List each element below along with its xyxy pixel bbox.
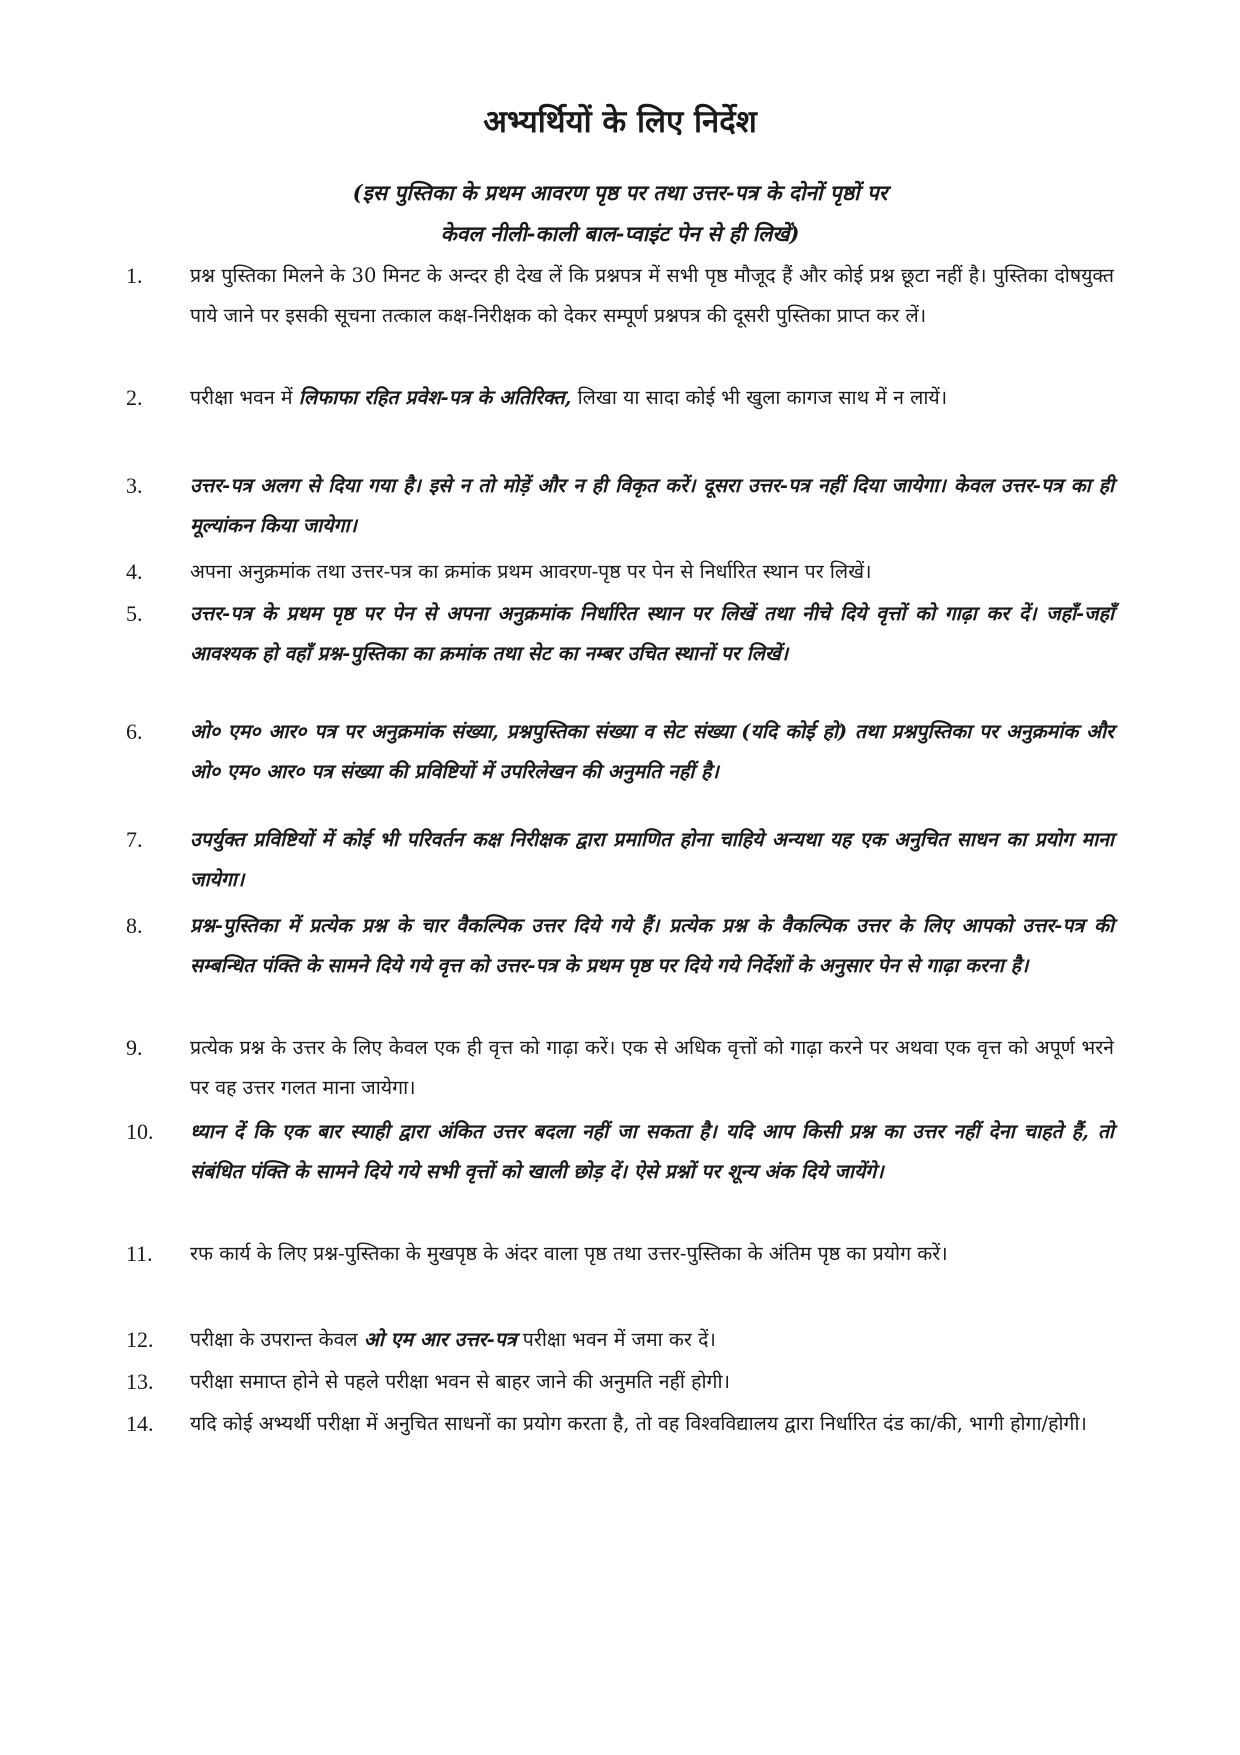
instruction-number: 14. (126, 1411, 154, 1436)
instruction-segment-emphasis: ओ एम आर उत्तर-पत्र (363, 1328, 517, 1351)
instruction-segment: परीक्षा समाप्त होने से पहले परीक्षा भवन से बाहर जाने की अनुमति नहीं होगी। (190, 1370, 730, 1393)
instruction-number: 9. (126, 1035, 143, 1060)
instruction-number: 10. (126, 1119, 154, 1144)
instruction-segment: उपर्युक्त प्रविष्टियों में कोई भी परिवर्तन कक्ष निरीक्षक द्वारा प्रमाणित होना चाहिये अन्यथा यह एक अनुचित साधन का प्रयोग माना जायेगा। (190, 828, 1114, 891)
instruction-text (190, 552, 1114, 592)
subtitle-line-2: केवल नीली-काली बाल-प्वाइंट पेन से ही लिखें) (440, 221, 800, 246)
page-subtitle (0, 172, 1240, 254)
instruction-segment: लिखा या सादा कोई भी खुला कागज साथ में न लायें। (571, 386, 948, 409)
instruction-segment: परीक्षा के उपरान्त केवल (190, 1328, 364, 1351)
instruction-segment: यदि कोई अभ्यर्थी परीक्षा में अनुचित साधनों का प्रयोग करता है, तो वह विश्वविद्यालय द्वारा निर्धारित दंड का/की, भागी होगा/होगी। (190, 1412, 1087, 1435)
instruction-segment: परीक्षा भवन में जमा कर दें। (516, 1328, 716, 1351)
instruction-number: 12. (126, 1327, 154, 1352)
instruction-segment: प्रत्येक प्रश्न के उत्तर के लिए केवल एक ही वृत्त को गाढ़ा करें। एक से अधिक वृत्तों को गाढ़ा करने पर अथवा एक वृत्त को अपूर्ण भरने पर वह उत्तर गलत माना जायेगा। (190, 1036, 1114, 1099)
instruction-segment: रफ कार्य के लिए प्रश्न-पुस्तिका के मुखपृष्ठ के अंदर वाला पृष्ठ तथा उत्तर-पुस्तिका के अंतिम पृष्ठ का प्रयोग करें। (190, 1242, 948, 1265)
instruction-number: 13. (126, 1369, 154, 1394)
instruction-text (190, 1320, 1114, 1360)
instruction-text (190, 256, 1114, 336)
instruction-number: 4. (126, 559, 143, 584)
instruction-number: 3. (126, 473, 143, 498)
instruction-text (190, 820, 1114, 900)
instruction-number: 8. (126, 913, 143, 938)
instruction-text (190, 1362, 1114, 1402)
instruction-segment: उत्तर-पत्र अलग से दिया गया है। इसे न तो मोड़ें और न ही विकृत करें। दूसरा उत्तर-पत्र नहीं दिया जायेगा। केवल उत्तर-पत्र का ही मूल्यांकन किया जायेगा। (190, 474, 1114, 537)
instruction-number: 5. (126, 601, 143, 626)
instruction-text (190, 466, 1114, 546)
instruction-text (190, 1404, 1114, 1444)
instruction-segment-emphasis: लिफाफा रहित प्रवेश-पत्र के अतिरिक्त, (298, 386, 572, 409)
page-title: अभ्यर्थियों के लिए निर्देश (483, 104, 757, 140)
instruction-segment: ध्यान दें कि एक बार स्याही द्वारा अंकित उत्तर बदला नहीं जा सकता है। यदि आप किसी प्रश्न का उत्तर नहीं देना चाहते हैं, तो संबंधित पंक्ति के सामने दिये गये सभी वृत्तों को खाली छोड़ दें। ऐसे प्रश्नों पर शून्य अंक दिये जायेंगे। (190, 1120, 1114, 1183)
instruction-text (190, 712, 1114, 792)
instruction-text (190, 1112, 1114, 1192)
instruction-segment: परीक्षा भवन में (190, 386, 299, 409)
instruction-text (190, 1028, 1114, 1108)
instruction-number: 6. (126, 719, 143, 744)
instruction-segment: अपना अनुक्रमांक तथा उत्तर-पत्र का क्रमांक प्रथम आवरण-पृष्ठ पर पेन से निर्धारित स्थान पर लिखें। (190, 560, 872, 583)
instruction-segment: प्रश्न पुस्तिका मिलने के 30 मिनट के अन्दर ही देख लें कि प्रश्नपत्र में सभी पृष्ठ मौजूद हैं और कोई प्रश्न छूटा नहीं है। पुस्तिका दोषयुक्त पाये जाने पर इसकी सूचना तत्काल कक्ष-निरीक्षक को देकर सम्पूर्ण प्रश्नपत्र की दूसरी पुस्तिका प्राप्त कर लें। (190, 264, 1114, 327)
subtitle-line-1: (इस पुस्तिका के प्रथम आवरण पृष्ठ पर तथा उत्तर-पत्र के दोनों पृष्ठों पर (352, 180, 888, 205)
instruction-text (190, 906, 1114, 986)
instruction-text (190, 594, 1114, 674)
instruction-number: 2. (126, 385, 143, 410)
instruction-segment: ओ० एम० आर० पत्र पर अनुक्रमांक संख्या, प्रश्नपुस्तिका संख्या व सेट संख्या (यदि कोई हो) तथा प्रश्नपुस्तिका पर अनुक्रमांक और ओ० एम० आर० पत्र संख्या की प्रविष्टियों में उपरिलेखन की अनुमति नहीं है। (190, 720, 1114, 783)
instruction-number: 7. (126, 827, 143, 852)
instruction-number: 1. (126, 263, 143, 288)
instruction-text (190, 378, 1114, 418)
instruction-segment: प्रश्न-पुस्तिका में प्रत्येक प्रश्न के चार वैकल्पिक उत्तर दिये गये हैं। प्रत्येक प्रश्न के वैकल्पिक उत्तर के लिए आपको उत्तर-पत्र की सम्बन्धित पंक्ति के सामने दिये गये वृत्त को उत्तर-पत्र के प्रथम पृष्ठ पर दिये गये निर्देशों के अनुसार पेन से गाढ़ा करना है। (190, 914, 1114, 977)
instruction-text (190, 1234, 1114, 1274)
instruction-segment: उत्तर-पत्र के प्रथम पृष्ठ पर पेन से अपना अनुक्रमांक निर्धारित स्थान पर लिखें तथा नीचे दिये वृत्तों को गाढ़ा कर दें। जहाँ-जहाँ आवश्यक हो वहाँ प्रश्न-पुस्तिका का क्रमांक तथा सेट का नम्बर उचित स्थानों पर लिखें। (190, 602, 1114, 665)
instruction-number: 11. (126, 1241, 153, 1266)
